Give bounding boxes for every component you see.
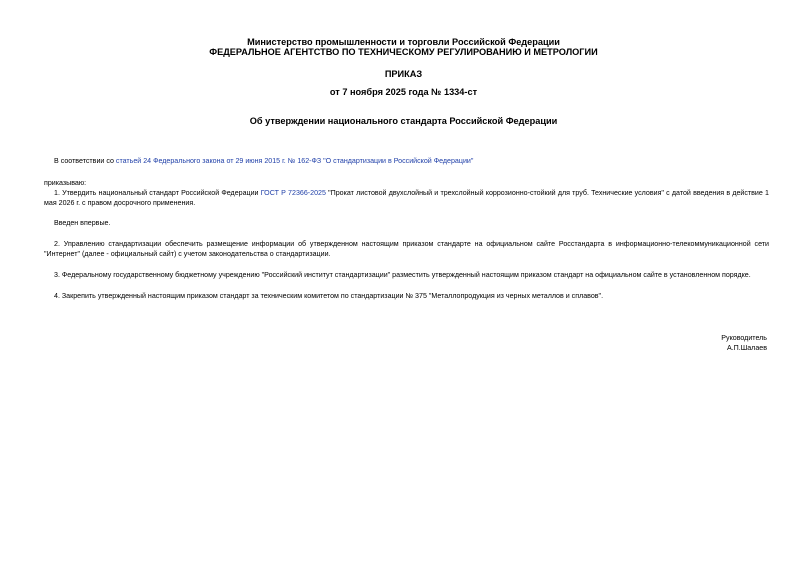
- signatory-position: Руководитель: [721, 334, 767, 342]
- item-1-text-end: "Прокат листовой двухслойный и трехслойный коррозионно-стойкий для труб. Технические условия" с датой введения в действие 1 мая 2026 г. с правом досрочного применения.: [44, 189, 769, 207]
- item-1-text-start: 1. Утвердить национальный стандарт Российской Федерации: [54, 189, 261, 197]
- document-type: ПРИКАЗ: [384, 69, 423, 79]
- gost-standard-link[interactable]: ГОСТ Р 72366-2025: [260, 189, 326, 197]
- ministry-name: Министерство промышленности и торговли Российской Федерации: [247, 37, 560, 47]
- item-2-paragraph: 2. Управлению стандартизации обеспечить размещение информации об утвержденном настоящим приказом стандарте на официальном сайте Росстандарта в информационно-телекоммуникационной сети "Интернет" (далее - официальный сайт) с учетом законодательства о стандартизации.: [44, 240, 769, 258]
- item-3-paragraph: 3. Федеральному государственному бюджетному учреждению "Российский институт стандартизации" разместить утвержденный настоящим приказом стандарт на официальном сайте в установленном порядке.: [54, 271, 751, 279]
- document-title: Об утверждении национального стандарта Российской Федерации: [249, 116, 558, 126]
- order-word: приказываю:: [44, 179, 87, 187]
- first-introduced-note: Введен впервые.: [54, 219, 111, 227]
- federal-law-link[interactable]: статьей 24 Федерального закона от 29 июня 2015 г. № 162-ФЗ "О стандартизации в Российской Федерации": [115, 157, 474, 165]
- preamble-text: В соответствии со: [54, 157, 116, 165]
- preamble-paragraph: [44, 156, 769, 166]
- item-1-paragraph: [44, 188, 769, 208]
- item-4-paragraph: 4. Закрепить утвержденный настоящим приказом стандарт за техническим комитетом по стандартизации № 375 "Металлопродукция из черных металлов и сплавов".: [54, 292, 604, 300]
- signatory-name: А.П.Шалаев: [726, 344, 767, 352]
- document-date-number: от 7 ноября 2025 года № 1334-ст: [329, 87, 478, 97]
- agency-name: ФЕДЕРАЛЬНОЕ АГЕНТСТВО ПО ТЕХНИЧЕСКОМУ РЕГУЛИРОВАНИЮ И МЕТРОЛОГИИ: [209, 47, 598, 57]
